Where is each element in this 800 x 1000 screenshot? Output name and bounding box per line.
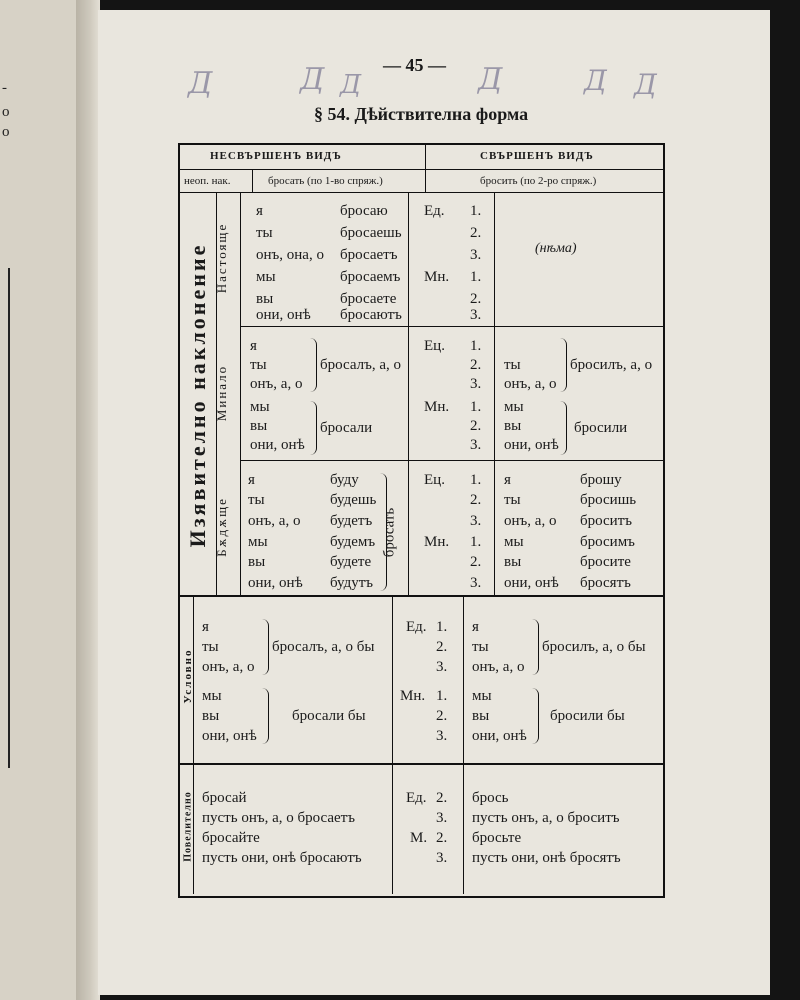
person-number: 3. — [470, 437, 482, 453]
verb-form: будете — [330, 554, 372, 570]
pronoun: мы — [250, 399, 270, 415]
left-page-fragment: о — [2, 124, 10, 140]
verb-form: бросали бы — [292, 708, 366, 724]
number-label: Ед. — [406, 619, 427, 635]
pronoun: ты — [504, 492, 521, 508]
future-tense-label: Бѫдѫще — [214, 497, 229, 557]
brace — [560, 338, 567, 392]
verb-form: бросать — [381, 507, 398, 558]
verb-form: буду — [330, 472, 359, 488]
verb-form: бросите — [580, 554, 631, 570]
conditional-mood-label: Условно — [182, 648, 194, 704]
grid-line — [392, 595, 393, 894]
grid-line — [240, 192, 241, 595]
person-number: 1. — [470, 203, 482, 219]
pronoun: они, онѣ — [248, 575, 303, 591]
person-number: 2. — [436, 639, 448, 655]
past-tense-label: Минало — [214, 364, 229, 422]
verb-form: бросалъ, а, о — [320, 357, 402, 373]
person-number: 3. — [470, 307, 482, 323]
verb-form: пусть они, онѣ бросаютъ — [202, 850, 362, 866]
person-number: 3. — [470, 376, 482, 392]
person-number: 1. — [470, 534, 482, 550]
pronoun: я — [248, 472, 255, 488]
book-gutter — [76, 0, 100, 1000]
number-label: Мн. — [424, 269, 450, 285]
no-form-note: (нѣма) — [535, 241, 577, 256]
verb-form: будемъ — [330, 534, 376, 550]
conjugation-table — [178, 143, 665, 898]
pronoun: ты — [248, 492, 265, 508]
pronoun: они, онѣ — [504, 437, 559, 453]
verb-form: пусть онъ, а, о бросаетъ — [202, 810, 355, 826]
pronoun: онъ, а, о — [472, 659, 525, 675]
page-number: — 45 — — [383, 55, 446, 75]
pencil-mark: Д — [478, 62, 503, 97]
verb-form: бросаете — [340, 291, 397, 307]
person-number: 3. — [470, 247, 482, 263]
pronoun: онъ, а, о — [504, 513, 557, 529]
pronoun: я — [472, 619, 479, 635]
left-page-fragment: - — [2, 80, 7, 96]
verb-form: бросай — [202, 790, 247, 806]
pronoun: мы — [202, 688, 222, 704]
pronoun: ты — [250, 357, 267, 373]
verb-form: бросишь — [580, 492, 637, 508]
verb-form: будетъ — [330, 513, 373, 529]
verb-form: бросьте — [472, 830, 522, 846]
present-tense-label: Настояще — [214, 222, 229, 294]
pronoun: они, онѣ — [472, 728, 527, 744]
verb-form: бросятъ — [580, 575, 631, 591]
person-number: 2. — [470, 357, 482, 373]
imperative-mood-label: Повелително — [182, 791, 194, 862]
grid-line — [180, 192, 663, 193]
verb-form: бросаешь — [340, 225, 402, 241]
person-number: 1. — [470, 269, 482, 285]
pronoun: мы — [256, 269, 276, 285]
pronoun: вы — [504, 554, 522, 570]
pronoun: я — [250, 338, 257, 354]
grid-line — [463, 595, 464, 894]
verb-form: брось — [472, 790, 509, 806]
brace — [310, 401, 317, 455]
grid-line — [240, 326, 663, 327]
pencil-mark: Д — [584, 64, 607, 97]
grid-line — [425, 145, 426, 192]
person-number: 2. — [436, 708, 448, 724]
verb-form: пусть онъ, а, о броситъ — [472, 810, 620, 826]
pronoun: я — [202, 619, 209, 635]
number-label: Ец. — [424, 472, 445, 488]
grid-line — [408, 192, 409, 595]
pronoun: вы — [472, 708, 490, 724]
grid-line — [240, 460, 663, 461]
number-label: Ец. — [424, 338, 445, 354]
brace — [262, 688, 269, 744]
imperfective-header: НЕСВЪРШЕНЪ ВИДЪ — [210, 150, 342, 162]
person-number: 1. — [436, 688, 448, 704]
pronoun: они, онѣ — [504, 575, 559, 591]
brace — [262, 619, 269, 675]
verb-form: бросали — [320, 420, 373, 436]
pronoun: онъ, она, о — [256, 247, 324, 263]
person-number: 1. — [436, 619, 448, 635]
imperfective-infinitive: бросать (по 1-во спряж.) — [268, 175, 383, 187]
person-number: 2. — [436, 830, 448, 846]
brace — [532, 619, 539, 675]
verb-form: пусть они, онѣ бросятъ — [472, 850, 621, 866]
person-number: 2. — [470, 225, 482, 241]
pronoun: вы — [256, 291, 274, 307]
verb-form: бросимъ — [580, 534, 635, 550]
verb-form: будешь — [330, 492, 377, 508]
pronoun: мы — [504, 399, 524, 415]
verb-form: бросилъ, а, о — [570, 357, 653, 373]
grid-line — [180, 763, 663, 765]
pronoun: вы — [202, 708, 220, 724]
pronoun: они, онѣ — [202, 728, 257, 744]
left-page-fragment: о — [2, 104, 10, 120]
indicative-mood-label: Изявително наклонение — [185, 242, 210, 548]
grid-line — [494, 192, 495, 595]
pencil-mark: Д — [300, 62, 325, 97]
verb-form: брошу — [580, 472, 622, 488]
number-label: Мн. — [424, 534, 450, 550]
infinitive-label: неоп. нак. — [184, 175, 231, 187]
person-number: 2. — [436, 790, 448, 806]
pronoun: мы — [504, 534, 524, 550]
person-number: 1. — [470, 399, 482, 415]
pencil-mark: Д — [188, 66, 213, 101]
person-number: 3. — [436, 659, 448, 675]
pronoun: онъ, а, о — [202, 659, 255, 675]
pencil-mark: Д — [634, 68, 657, 101]
verb-form: бросаемъ — [340, 269, 401, 285]
number-label: Мн. — [424, 399, 450, 415]
verb-form: броситъ — [580, 513, 633, 529]
person-number: 2. — [470, 418, 482, 434]
person-number: 1. — [470, 338, 482, 354]
perfective-infinitive: бросить (по 2-ро спряж.) — [480, 175, 597, 187]
verb-form: бросаетъ — [340, 247, 398, 263]
person-number: 2. — [470, 291, 482, 307]
verb-form: бросилъ, а, о бы — [542, 639, 646, 655]
person-number: 3. — [470, 513, 482, 529]
pronoun: они, онѣ — [256, 307, 311, 323]
verb-form: бросаю — [340, 203, 388, 219]
pronoun: мы — [472, 688, 492, 704]
person-number: 1. — [470, 472, 482, 488]
person-number: 3. — [436, 850, 448, 866]
number-label: Мн. — [400, 688, 426, 704]
verb-form: бросили — [574, 420, 628, 436]
person-number: 3. — [470, 575, 482, 591]
verb-form: бросалъ, а, о бы — [272, 639, 375, 655]
number-label: Ед. — [424, 203, 445, 219]
verb-form: бросили бы — [550, 708, 625, 724]
pronoun: мы — [248, 534, 268, 550]
pronoun: онъ, а, о — [250, 376, 303, 392]
grid-line — [180, 595, 663, 597]
person-number: 2. — [470, 554, 482, 570]
brace — [532, 688, 539, 744]
brace — [310, 338, 317, 392]
verb-form: бросаютъ — [340, 307, 402, 323]
perfective-header: СВЪРШЕНЪ ВИДЪ — [480, 150, 594, 162]
pronoun: вы — [250, 418, 268, 434]
grid-line — [252, 169, 253, 192]
pronoun: ты — [256, 225, 273, 241]
pronoun: я — [256, 203, 263, 219]
pronoun: вы — [248, 554, 266, 570]
pronoun: онъ, а, о — [248, 513, 301, 529]
pronoun: ты — [472, 639, 489, 655]
pronoun: они, онѣ — [250, 437, 305, 453]
number-label: Ед. — [406, 790, 427, 806]
verb-form: бросайте — [202, 830, 260, 846]
verb-form: будутъ — [330, 575, 374, 591]
pronoun: онъ, а, о — [504, 376, 557, 392]
section-title: § 54. Дѣйствителна форма — [314, 104, 529, 124]
pronoun: ты — [202, 639, 219, 655]
person-number: 2. — [470, 492, 482, 508]
person-number: 3. — [436, 810, 448, 826]
pronoun: ты — [504, 357, 521, 373]
pronoun: вы — [504, 418, 522, 434]
pencil-mark: Д — [340, 70, 362, 100]
left-page-rule — [0, 268, 10, 768]
brace — [560, 401, 567, 455]
person-number: 3. — [436, 728, 448, 744]
pronoun: я — [504, 472, 511, 488]
number-label: М. — [410, 830, 428, 846]
